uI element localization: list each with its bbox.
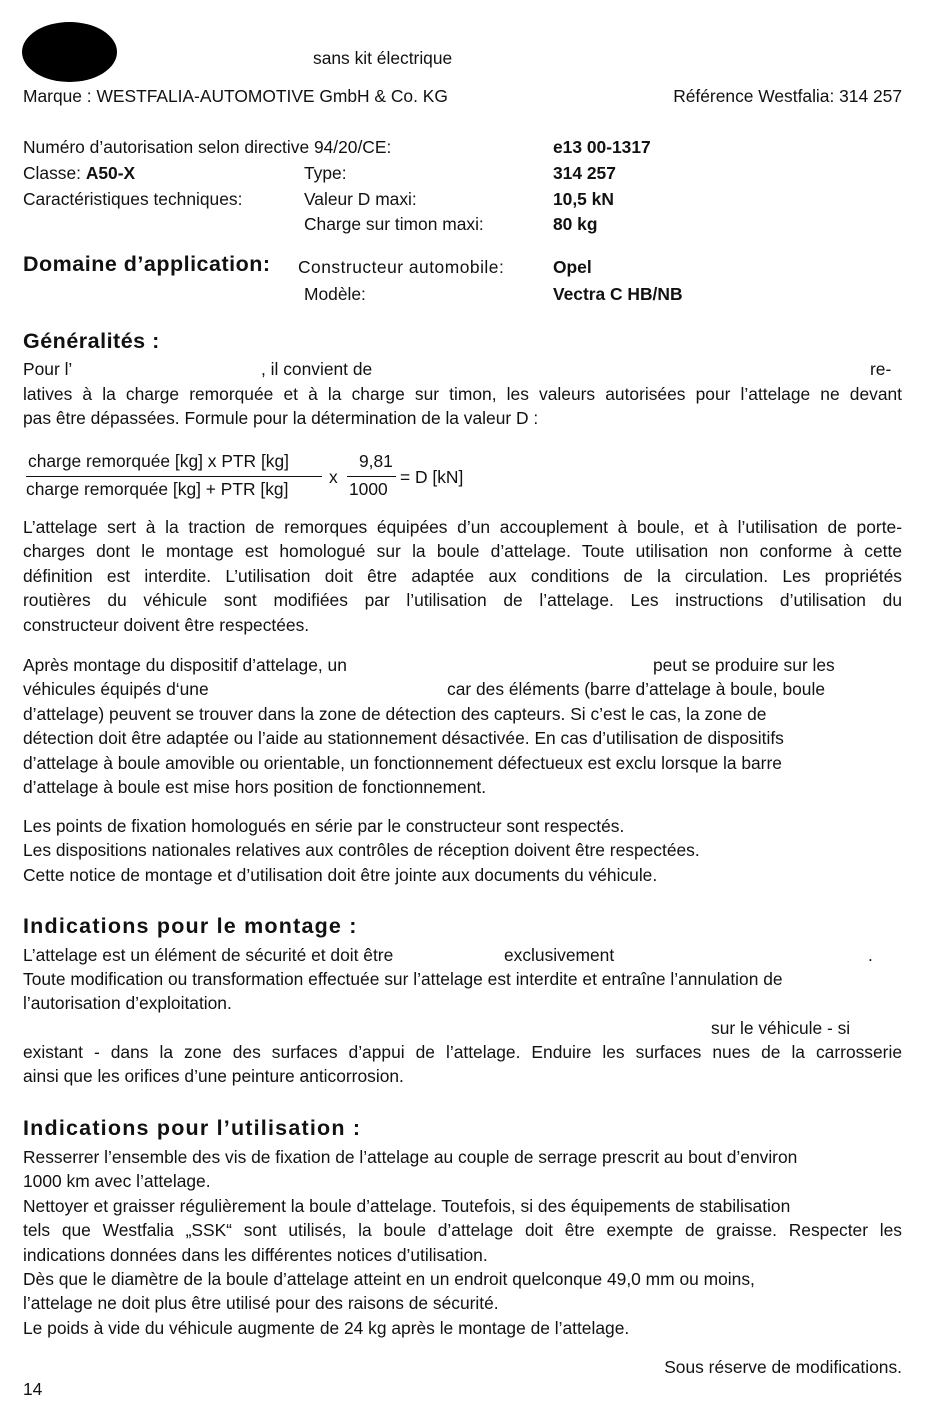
text-line: 1000 km avec l’attelage. xyxy=(23,1171,211,1192)
text-line: d’attelage à boule est mise hors position de fonctionnement. xyxy=(23,777,487,798)
general-line-1b: , il convient de xyxy=(261,359,373,379)
tech-label: Caractéristiques techniques: xyxy=(23,189,243,209)
general-line-1a: Pour l’ xyxy=(23,359,73,379)
general-heading: Généralités : xyxy=(23,329,160,353)
maker-label: Constructeur automobile: xyxy=(298,257,505,277)
formula-g-numerator: 9,81 xyxy=(359,451,393,471)
text-line: d’attelage) peuvent se trouver dans la zone de détection des capteurs. Si c’est le cas, la zone de xyxy=(23,704,767,724)
general-p3-line-1b: peut se produire sur les xyxy=(653,655,835,675)
page-number: 14 xyxy=(23,1379,43,1399)
usage-paragraph xyxy=(23,1145,902,1340)
class-value: A50-X xyxy=(85,163,136,183)
general-p3-line-1a: Après montage du dispositif d’attelage, un xyxy=(23,655,347,675)
footer-notice: Sous réserve de modifications. xyxy=(664,1357,902,1377)
logo-blob xyxy=(22,22,117,82)
montage-line-1b: exclusivement xyxy=(504,945,615,965)
brand-line: Marque : WESTFALIA-AUTOMOTIVE GmbH & Co. KG xyxy=(23,86,448,106)
reference-line: Référence Westfalia: 314 257 xyxy=(673,86,902,106)
formula-times: x xyxy=(329,467,338,487)
text-line: pas être dépassées. Formule pour la détermination de la valeur D : xyxy=(23,408,539,429)
model-label: Modèle: xyxy=(304,284,366,304)
load-label: Charge sur timon maxi: xyxy=(304,214,484,234)
general-paragraph-1 xyxy=(23,382,902,431)
text-line: Les dispositions nationales relatives aux contrôles de réception doivent être respectées. xyxy=(23,840,700,861)
text-line: Dès que le diamètre de la boule d’attelage atteint en un endroit quelconque 49,0 mm ou moins, xyxy=(23,1269,755,1290)
type-value: 314 257 xyxy=(553,163,616,183)
load-value: 80 kg xyxy=(553,214,598,234)
montage-line-1a: L’attelage est un élément de sécurité et doit être xyxy=(23,945,394,965)
text-line: Le poids à vide du véhicule augmente de 24 kg après le montage de l’attelage. xyxy=(23,1317,630,1338)
type-label: Type: xyxy=(304,163,347,183)
text-line: tels que Westfalia „SSK“ sont utilisés, la boule d’attelage doit être exempte de graisse. Respecter les xyxy=(23,1220,902,1241)
montage-line-1c: . xyxy=(868,945,873,965)
usage-heading: Indications pour l’utilisation : xyxy=(23,1116,362,1140)
formula-denominator: charge remorquée [kg] + PTR [kg] xyxy=(26,479,289,499)
text-line: routières du véhicule sont modifiées par l’utilisation de l’attelage. Les instructions d’utilisation du xyxy=(23,590,902,611)
text-line: Cette notice de montage et d’utilisation doit être jointe aux documents du véhicule. xyxy=(23,864,658,885)
d-value-formula xyxy=(26,449,476,505)
formula-result: = D [kN] xyxy=(400,467,464,487)
text-line: latives à la charge remorquée et à la charge sur timon, les valeurs autorisées pour l’attelage ne devant xyxy=(23,384,902,404)
model-value: Vectra C HB/NB xyxy=(553,284,683,304)
approval-number-value: e13 00-1317 xyxy=(553,137,651,157)
montage-line-2: Toute modification ou transformation effectuée sur l’attelage est interdite et entraîne l’annulation de xyxy=(23,969,783,989)
text-line: ainsi que les orifices d’une peinture anticorrosion. xyxy=(23,1066,404,1087)
text-line: l’attelage ne doit plus être utilisé pour des raisons de sécurité. xyxy=(23,1293,499,1314)
formula-numerator: charge remorquée [kg] x PTR [kg] xyxy=(28,451,289,471)
application-heading: Domaine d’application: xyxy=(23,252,271,276)
formula-g-denominator: 1000 xyxy=(349,479,388,499)
text-line: L’attelage sert à la traction de remorques équipées d’un accouplement à boule, et à l’utilisation de porte- xyxy=(23,517,902,537)
text-line: définition est interdite. L’utilisation doit être adaptée aux conditions de la circulation. Les propriétés xyxy=(23,565,902,586)
text-line: détection doit être adaptée ou l’aide au stationnement désactivée. En cas d’utilisation de dispositifs xyxy=(23,728,784,749)
text-line: constructeur doivent être respectées. xyxy=(23,614,310,635)
class-field xyxy=(23,161,135,185)
montage-line-4: sur le véhicule - si xyxy=(711,1018,851,1038)
general-line-1c: re- xyxy=(870,359,892,379)
text-line: Resserrer l’ensemble des vis de fixation de l’attelage au couple de serrage prescrit au bout d’environ xyxy=(23,1147,798,1167)
text-line: d’attelage à boule amovible ou orientable, un fonctionnement défectueux est exclu lorsque la barre xyxy=(23,752,782,773)
text-line: Nettoyer et graisser régulièrement la boule d’attelage. Toutefois, si des équipements de stabilisation xyxy=(23,1195,791,1216)
d-value: 10,5 kN xyxy=(553,189,614,209)
general-paragraph-3 xyxy=(23,702,902,800)
text-line: indications données dans les différentes notices d’utilisation. xyxy=(23,1244,488,1265)
montage-heading: Indications pour le montage : xyxy=(23,914,358,938)
header-subtitle: sans kit électrique xyxy=(313,48,453,68)
approval-number-label: Numéro d’autorisation selon directive 94/20/CE: xyxy=(23,137,392,157)
montage-paragraph xyxy=(23,1040,902,1089)
general-p3-line-2b: car des éléments (barre d’attelage à boule, boule xyxy=(447,679,826,699)
general-p3-line-2a: véhicules équipés d‘une xyxy=(23,679,209,699)
montage-line-3: l’autorisation d’exploitation. xyxy=(23,993,232,1013)
maker-value: Opel xyxy=(553,257,592,277)
class-label: Classe: xyxy=(23,163,86,183)
text-line: Les points de fixation homologués en série par le constructeur sont respectés. xyxy=(23,816,625,836)
d-value-label: Valeur D maxi: xyxy=(304,189,417,209)
text-line: charges dont le montage est homologué sur la boule d’attelage. Toute utilisation non conforme à cette xyxy=(23,541,902,562)
general-paragraph-4 xyxy=(23,814,902,887)
general-paragraph-2 xyxy=(23,515,902,637)
text-line: existant - dans la zone des surfaces d’appui de l’attelage. Enduire les surfaces nues de la carrosserie xyxy=(23,1042,902,1062)
